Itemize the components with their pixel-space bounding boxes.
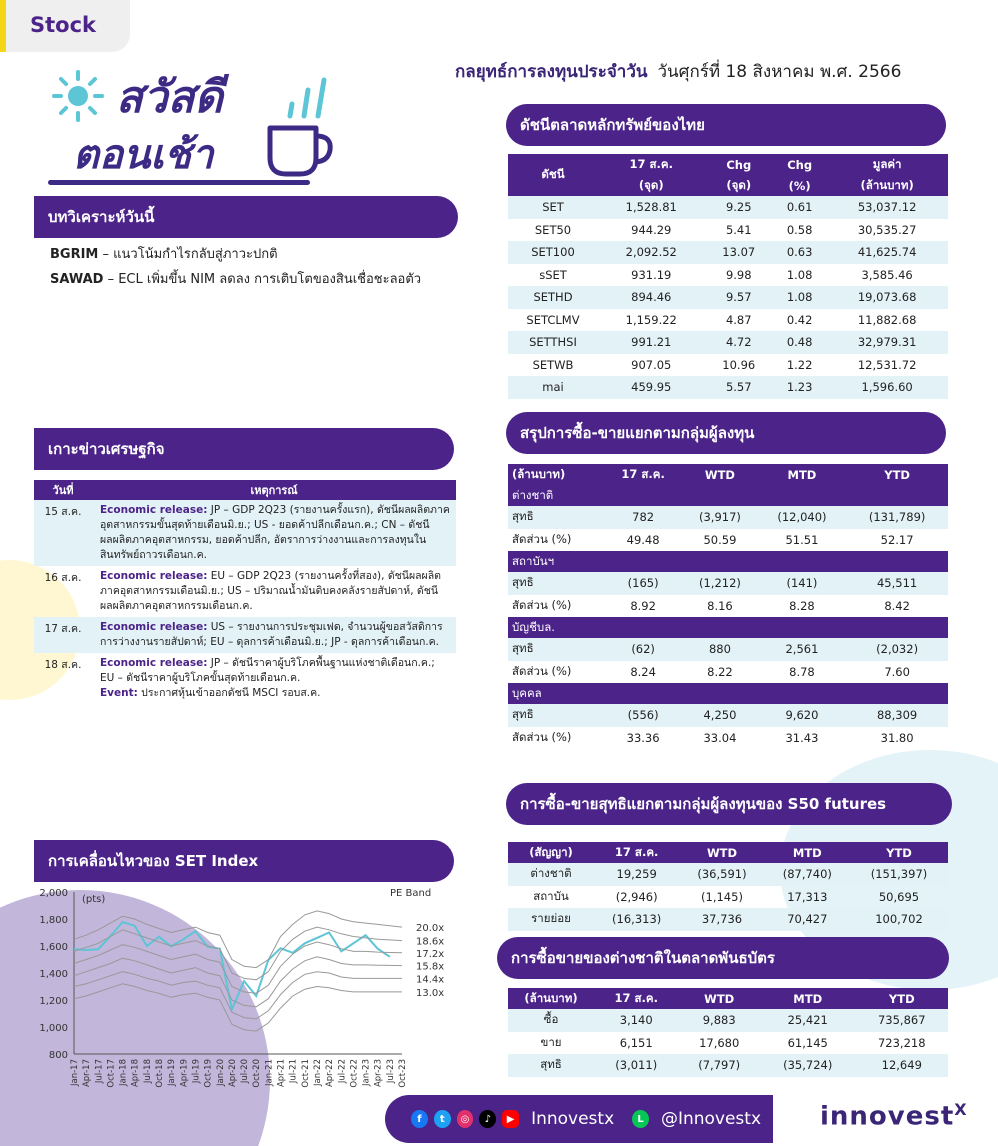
news-date: 16 ส.ค. — [44, 572, 82, 584]
index-value-cell: 1.23 — [773, 376, 826, 399]
index-label-cell: mai — [508, 376, 598, 399]
index-value-cell: 991.21 — [598, 331, 705, 354]
index-row — [508, 219, 948, 242]
index-col-header: Chg — [705, 154, 773, 175]
news-table-header — [34, 480, 456, 500]
pe-band-label: 15.8x — [416, 961, 445, 973]
investor-col-header: MTD — [758, 464, 847, 485]
investor-group-label: สถาบันฯ — [508, 551, 948, 572]
index-value-cell: 13.07 — [705, 241, 773, 264]
investor-group-row — [508, 617, 948, 638]
index-value-cell: 0.58 — [786, 222, 813, 237]
bond-label-cell: ซื้อ — [508, 1009, 594, 1032]
investor-value-cell: 2,561 — [758, 638, 847, 661]
futures-row — [508, 908, 948, 931]
investor-value-cell: 50.59 — [703, 532, 737, 547]
social-handle[interactable]: Innovestx — [531, 1109, 615, 1129]
news-label: Economic release: — [100, 570, 208, 582]
investor-value-cell: 8.78 — [789, 664, 815, 679]
news-date: 15 ส.ค. — [44, 506, 82, 518]
investor-label-cell: สัดส่วน (%) — [512, 729, 572, 744]
pe-band-label: 13.0x — [416, 987, 445, 999]
index-value-cell: 4.87 — [725, 312, 752, 327]
investor-value-cell: 31.80 — [880, 730, 914, 745]
analysis-ticker: BGRIM — [50, 247, 99, 262]
pe-band-label: 18.6x — [416, 936, 445, 948]
investor-value-cell: (556) — [604, 704, 682, 727]
index-value-cell: 459.95 — [598, 376, 705, 399]
news-date: 17 ส.ค. — [44, 623, 82, 635]
investor-title: สรุปการซื้อ-ขายแยกตามกลุ่มผู้ลงทุน — [520, 424, 755, 442]
futures-value-cell: (151,397) — [850, 863, 948, 886]
analysis-ticker: SAWAD — [50, 272, 104, 287]
analysis-item[interactable] — [50, 242, 421, 267]
category-tag — [0, 0, 130, 52]
news-row — [34, 566, 456, 617]
investor-label-cell: สุทธิ — [508, 506, 604, 529]
news-row — [34, 617, 456, 653]
investor-label-cell: สัดส่วน (%) — [512, 663, 572, 678]
x-tick-label: Oct-18 — [155, 1059, 166, 1088]
futures-value-cell: 100,702 — [850, 908, 948, 931]
investor-row — [508, 727, 948, 750]
news-label: Event: — [100, 687, 138, 699]
x-tick-label: Apr-22 — [325, 1059, 336, 1088]
investor-col-header: YTD — [846, 464, 948, 485]
x-tick-label: Jan-21 — [264, 1059, 275, 1086]
index-value-cell: 0.61 — [773, 196, 826, 219]
brand-logo — [820, 1100, 968, 1132]
investor-row — [508, 572, 948, 595]
news-text: EU – GDP 2Q23 (รายงานครั้งที่สอง), ดัชนีผลผลิตภาคอุตสาหกรรมเดือนมิ.ย.; US – ปริมาณน้ำมันดิบคงคลังรายสัปดาห์, ดัชนีผลผลิตภาคอุตสาหกรรมเดือนก.ค. — [100, 570, 441, 612]
chart-title: การเคลื่อนไหวของ SET Index — [48, 852, 259, 870]
bond-value-cell: 6,151 — [619, 1035, 653, 1050]
news-title: เกาะข่าวเศรษฐกิจ — [48, 440, 165, 458]
line-handle[interactable]: @Innovestx — [660, 1109, 762, 1129]
index-value-cell: 9.98 — [725, 267, 752, 282]
index-value-cell: 0.63 — [773, 241, 826, 264]
index-label-cell: SETTHSI — [508, 331, 598, 354]
pe-band-line — [74, 957, 402, 1007]
news-text: ประกาศหุ้นเข้าออกดัชนี MSCI รอบส.ค. — [137, 687, 321, 699]
index-value-cell: 0.48 — [773, 331, 826, 354]
news-col-event: เหตุการณ์ — [250, 484, 298, 497]
bond-col-header: 17 ส.ค. — [594, 988, 678, 1009]
analysis-section-header — [34, 196, 458, 238]
investor-col-header: 17 ส.ค. — [604, 464, 682, 485]
futures-label-cell: สถาบัน — [533, 888, 569, 903]
x-tick-label: Jul-23 — [385, 1059, 396, 1084]
investor-value-cell: 52.17 — [880, 532, 914, 547]
investor-value-cell: (131,789) — [846, 506, 948, 529]
investor-row — [508, 704, 948, 727]
index-label-cell: SETWB — [532, 357, 574, 372]
investor-value-cell: 4,250 — [682, 704, 757, 727]
twitter-icon[interactable]: t — [434, 1110, 451, 1128]
bond-col-header: WTD — [678, 988, 759, 1009]
investor-value-cell: (12,040) — [758, 506, 847, 529]
bond-value-cell: 12,649 — [856, 1054, 948, 1077]
index-row — [508, 376, 948, 399]
index-row — [508, 286, 948, 309]
x-tick-label: Oct-23 — [398, 1059, 408, 1088]
x-tick-label: Jul-17 — [94, 1059, 105, 1084]
investor-group-row — [508, 551, 948, 572]
index-label-cell: SETHD — [508, 286, 598, 309]
bond-value-cell: 723,218 — [877, 1035, 926, 1050]
tag-accent-bar — [0, 0, 6, 52]
x-tick-label: Jan-23 — [361, 1059, 372, 1086]
investor-value-cell: (141) — [758, 572, 847, 595]
x-tick-label: Apr-19 — [179, 1059, 190, 1088]
youtube-icon[interactable]: ▶ — [502, 1110, 519, 1128]
index-label-cell: SET50 — [534, 222, 572, 237]
y-tick-label: 2,000 — [39, 888, 68, 899]
news-text: JP – ดัชนีราคาผู้บริโภคพื้นฐานแห่งชาติเดือนก.ค.; EU – ดัชนีราคาผู้บริโภคขั้นสุดท้ายเดือนก.ค. — [100, 657, 435, 684]
index-value-cell: 1,596.60 — [826, 376, 948, 399]
x-tick-label: Jul-22 — [337, 1059, 348, 1084]
analysis-text: – แนวโน้มกำไรกลับสู่ภาวะปกติ — [98, 247, 278, 262]
futures-value-cell: 17,313 — [787, 889, 828, 904]
y-tick-label: 800 — [48, 1050, 68, 1061]
y-axis-label: (pts) — [82, 894, 106, 905]
header-title — [455, 58, 901, 85]
y-tick-label: 1,400 — [39, 969, 68, 980]
news-event — [92, 500, 456, 566]
investor-value-cell: 31.43 — [785, 730, 819, 745]
index-value-cell: 9.25 — [705, 196, 773, 219]
investor-row — [508, 595, 948, 618]
investor-section-header — [506, 412, 946, 454]
index-col-unit: (ล้านบาท) — [826, 175, 948, 196]
pe-band-label: 17.2x — [416, 948, 445, 960]
news-row — [34, 500, 456, 566]
bond-row — [508, 1032, 948, 1055]
futures-col-header: 17 ส.ค. — [594, 842, 679, 863]
index-label-cell: SET — [508, 196, 598, 219]
x-tick-label: Jan-18 — [118, 1059, 129, 1086]
bond-row — [508, 1054, 948, 1077]
index-table — [508, 154, 948, 399]
futures-section-header — [506, 783, 952, 825]
index-col-header: Chg — [773, 154, 826, 175]
investor-value-cell: 782 — [604, 506, 682, 529]
y-tick-label: 1,000 — [39, 1023, 68, 1034]
index-row — [508, 354, 948, 377]
news-section-header — [34, 428, 454, 470]
index-col-unit: (จุด) — [705, 175, 773, 196]
bond-value-cell: (7,797) — [678, 1054, 759, 1077]
index-label-cell: SET100 — [508, 241, 598, 264]
investor-value-cell: 8.92 — [630, 598, 656, 613]
x-tick-label: Jul-21 — [288, 1059, 299, 1084]
investor-col-header: WTD — [682, 464, 757, 485]
pe-band-line — [74, 942, 402, 993]
investor-value-cell: 51.51 — [785, 532, 819, 547]
investor-value-cell: 33.04 — [703, 730, 737, 745]
futures-value-cell: 37,736 — [679, 908, 764, 931]
news-row — [34, 653, 456, 704]
news-event — [92, 617, 456, 653]
steam-icon — [280, 76, 330, 120]
index-title: ดัชนีตลาดหลักทรัพย์ของไทย — [520, 116, 705, 134]
investor-col-header: (ล้านบาท) — [508, 464, 604, 485]
investor-value-cell: (2,032) — [846, 638, 948, 661]
pe-band-label: 14.4x — [416, 974, 445, 986]
greeting-logo — [48, 62, 348, 192]
chart-section-header — [34, 840, 454, 882]
analysis-item[interactable] — [50, 267, 421, 292]
index-value-cell: 32,979.31 — [826, 331, 948, 354]
investor-label-cell: สุทธิ — [508, 638, 604, 661]
index-row — [508, 331, 948, 354]
pe-band-line — [74, 911, 402, 968]
investor-value-cell: 880 — [682, 638, 757, 661]
investor-row — [508, 506, 948, 529]
futures-col-header: YTD — [850, 842, 948, 863]
investor-value-cell: 7.60 — [884, 664, 910, 679]
news-event — [92, 653, 456, 704]
investor-group-row — [508, 683, 948, 704]
pe-band-title: PE Band — [390, 888, 432, 899]
news-label: Economic release: — [100, 504, 208, 516]
futures-value-cell: (36,591) — [679, 863, 764, 886]
investor-value-cell: 88,309 — [846, 704, 948, 727]
analysis-text: – ECL เพิ่มขึ้น NIM ลดลง การเติบโตของสินเชื่อชะลอตัว — [103, 272, 422, 287]
investor-label-cell: สุทธิ — [508, 704, 604, 727]
social-footer — [385, 1095, 773, 1143]
x-tick-label: Jan-19 — [167, 1059, 178, 1086]
bond-row — [508, 1009, 948, 1032]
news-table — [34, 480, 456, 704]
bond-value-cell: 25,421 — [760, 1009, 856, 1032]
futures-value-cell: 19,259 — [594, 863, 679, 886]
pe-band-line — [74, 984, 402, 1031]
investor-value-cell: 8.16 — [707, 598, 733, 613]
pe-band-label: 20.0x — [416, 923, 445, 935]
futures-value-cell: (1,145) — [701, 889, 743, 904]
index-value-cell: 9.57 — [705, 286, 773, 309]
index-value-cell: 30,535.27 — [857, 222, 917, 237]
futures-title: การซื้อ-ขายสุทธิแยกตามกลุ่มผู้ลงทุนของ S50 futures — [520, 795, 887, 813]
index-value-cell: 931.19 — [631, 267, 672, 282]
line-icon[interactable]: L — [632, 1110, 649, 1128]
futures-col-header: (สัญญา) — [508, 842, 594, 863]
index-value-cell: 1.08 — [786, 267, 813, 282]
x-tick-label: Jan-22 — [312, 1059, 323, 1086]
index-value-cell: 41,625.74 — [826, 241, 948, 264]
index-value-cell: 12,531.72 — [857, 357, 917, 372]
futures-value-cell: (16,313) — [594, 908, 679, 931]
facebook-icon[interactable]: f — [411, 1110, 428, 1128]
index-value-cell: 5.57 — [705, 376, 773, 399]
index-row — [508, 264, 948, 287]
index-value-cell: 11,882.68 — [857, 312, 917, 327]
index-row — [508, 241, 948, 264]
futures-value-cell: (87,740) — [765, 863, 850, 886]
index-value-cell: 1.22 — [786, 357, 813, 372]
investor-value-cell: 8.24 — [630, 664, 656, 679]
bond-value-cell: 735,867 — [856, 1009, 948, 1032]
investor-value-cell: 33.36 — [626, 730, 660, 745]
investor-header-row — [508, 464, 948, 485]
investor-label-cell: สุทธิ — [508, 572, 604, 595]
x-tick-label: Jul-20 — [240, 1059, 251, 1084]
investor-value-cell: (3,917) — [682, 506, 757, 529]
index-value-cell: 0.42 — [786, 312, 813, 327]
investor-group-label: บุคคล — [508, 683, 948, 704]
logo-underline — [48, 180, 310, 185]
report-date: วันศุกร์ที่ 18 สิงหาคม พ.ศ. 2566 — [657, 62, 902, 82]
futures-row — [508, 886, 948, 909]
bond-value-cell: (3,011) — [594, 1054, 678, 1077]
bond-col-header: (ล้านบาท) — [508, 988, 594, 1009]
x-tick-label: Oct-17 — [106, 1059, 117, 1088]
news-label: Economic release: — [100, 657, 208, 669]
brand-name: innovest — [820, 1101, 955, 1132]
bond-col-header: MTD — [760, 988, 856, 1009]
investor-group-label: บัญชีบล. — [508, 617, 948, 638]
investor-value-cell: (1,212) — [682, 572, 757, 595]
bond-label-cell: สุทธิ — [508, 1054, 594, 1077]
bond-title: การซื้อขายของต่างชาติในตลาดพันธบัตร — [511, 949, 775, 967]
index-value-cell: 2,092.52 — [598, 241, 705, 264]
x-tick-label: Jul-18 — [142, 1059, 153, 1084]
x-tick-label: Oct-22 — [349, 1059, 360, 1088]
investor-value-cell: 49.48 — [626, 532, 660, 547]
analysis-list — [50, 242, 421, 292]
logo-text-line1: สวัสดี — [116, 72, 223, 123]
bond-label-cell: ขาย — [540, 1034, 562, 1049]
index-value-cell: 53,037.12 — [826, 196, 948, 219]
news-text: US – รายงานการประชุมเฟด, จำนวนผู้ขอสวัสดิการการว่างงานรายสัปดาห์; EU – ดุลการค้าเดือนมิ.ย.; JP - ดุลการค้าเดือนก.ค. — [100, 621, 443, 648]
investor-value-cell: 9,620 — [758, 704, 847, 727]
investor-value-cell: 8.28 — [789, 598, 815, 613]
bond-value-cell: (35,724) — [760, 1054, 856, 1077]
investor-table — [508, 464, 948, 749]
news-text: JP – GDP 2Q23 (รายงานครั้งแรก), ดัชนีผลผลิตภาคอุตสาหกรรมขั้นสุดท้ายเดือนมิ.ย.; US - ยอดค้าปลีกเดือนก.ค.; CN – ดัชนีผลผลิตภาคอุตสาหกรรม, ยอดค้าปลีก, อัตราการว่างงานและการลงทุนในสินทรัพย์ถาวรเดือนก.ค. — [100, 504, 450, 561]
investor-value-cell: (165) — [604, 572, 682, 595]
analysis-title: บทวิเคราะห์วันนี้ — [48, 208, 155, 226]
bond-value-cell: 3,140 — [594, 1009, 678, 1032]
index-value-cell: 944.29 — [631, 222, 672, 237]
news-date: 18 ส.ค. — [44, 659, 82, 671]
investor-value-cell: (62) — [604, 638, 682, 661]
futures-label-cell: ต่างชาติ — [508, 863, 594, 886]
index-col-header: ดัชนี — [508, 154, 598, 196]
bond-table — [508, 988, 948, 1077]
index-value-cell: 3,585.46 — [861, 267, 913, 282]
index-value-cell: 5.41 — [725, 222, 752, 237]
x-tick-label: Oct-20 — [252, 1059, 263, 1088]
investor-row — [508, 638, 948, 661]
investor-row — [508, 661, 948, 684]
index-value-cell: 1,159.22 — [625, 312, 677, 327]
index-label-cell: sSET — [539, 267, 567, 282]
index-row — [508, 309, 948, 332]
index-value-cell: 1.08 — [773, 286, 826, 309]
index-section-header — [506, 104, 946, 146]
brand-suffix: X — [954, 1100, 968, 1119]
news-label: Economic release: — [100, 621, 208, 633]
bond-section-header — [497, 937, 949, 979]
investor-label-cell: สัดส่วน (%) — [512, 531, 572, 546]
index-col-unit: (%) — [773, 175, 826, 196]
futures-table — [508, 842, 948, 931]
investor-row — [508, 529, 948, 552]
index-value-cell: 10.96 — [722, 357, 756, 372]
x-tick-label: Apr-17 — [82, 1059, 93, 1088]
index-col-header: 17 ส.ค. — [598, 154, 705, 175]
news-event — [92, 566, 456, 617]
x-tick-label: Apr-18 — [130, 1059, 141, 1088]
x-tick-label: Oct-19 — [203, 1059, 214, 1088]
news-col-date: วันที่ — [52, 484, 74, 497]
futures-value-cell: 50,695 — [878, 889, 920, 904]
y-tick-label: 1,800 — [39, 915, 68, 926]
futures-value-cell: 70,427 — [765, 908, 850, 931]
futures-row — [508, 863, 948, 886]
investor-value-cell: 8.42 — [884, 598, 910, 613]
index-col-unit: (จุด) — [598, 175, 705, 196]
investor-label-cell: สัดส่วน (%) — [512, 597, 572, 612]
bond-value-cell: 9,883 — [678, 1009, 759, 1032]
index-value-cell: 1,528.81 — [598, 196, 705, 219]
x-tick-label: Apr-21 — [276, 1059, 287, 1088]
bond-col-header: YTD — [856, 988, 948, 1009]
x-tick-label: Jan-17 — [70, 1059, 80, 1086]
coffee-cup-icon — [266, 124, 338, 180]
logo-text-line2: ตอนเช้า — [73, 132, 214, 178]
index-value-cell: 19,073.68 — [826, 286, 948, 309]
y-tick-label: 1,200 — [39, 996, 68, 1007]
futures-header-row — [508, 842, 948, 863]
investor-value-cell: 8.22 — [707, 664, 733, 679]
tag-label: Stock — [30, 13, 97, 37]
strategy-title: กลยุทธ์การลงทุนประจำวัน — [455, 62, 648, 82]
index-row — [508, 196, 948, 219]
tiktok-icon[interactable]: ♪ — [479, 1110, 496, 1128]
x-tick-label: Oct-21 — [300, 1059, 311, 1088]
index-label-cell: SETCLMV — [526, 312, 580, 327]
index-header-row — [508, 154, 948, 175]
index-value-cell: 907.05 — [631, 357, 672, 372]
y-tick-label: 1,600 — [39, 942, 68, 953]
x-tick-label: Apr-20 — [227, 1059, 238, 1088]
index-value-cell: 894.46 — [598, 286, 705, 309]
x-tick-label: Jan-20 — [215, 1059, 226, 1086]
set-index-chart — [30, 880, 450, 1092]
index-value-cell: 4.72 — [705, 331, 773, 354]
futures-col-header: MTD — [765, 842, 850, 863]
instagram-icon[interactable]: ◎ — [457, 1110, 474, 1128]
futures-col-header: WTD — [679, 842, 764, 863]
x-tick-label: Jul-19 — [191, 1059, 202, 1084]
index-col-header: มูลค่า — [826, 154, 948, 175]
investor-group-row — [508, 485, 948, 506]
investor-value-cell: 45,511 — [846, 572, 948, 595]
futures-label-cell: รายย่อย — [508, 908, 594, 931]
set-index-line — [74, 922, 390, 1009]
bond-value-cell: 17,680 — [699, 1035, 740, 1050]
bond-value-cell: 61,145 — [787, 1035, 828, 1050]
futures-value-cell: (2,946) — [615, 889, 658, 904]
investor-group-label: ต่างชาติ — [508, 485, 948, 506]
sun-icon — [48, 66, 108, 126]
bond-header-row — [508, 988, 948, 1009]
x-tick-label: Apr-23 — [373, 1059, 384, 1088]
